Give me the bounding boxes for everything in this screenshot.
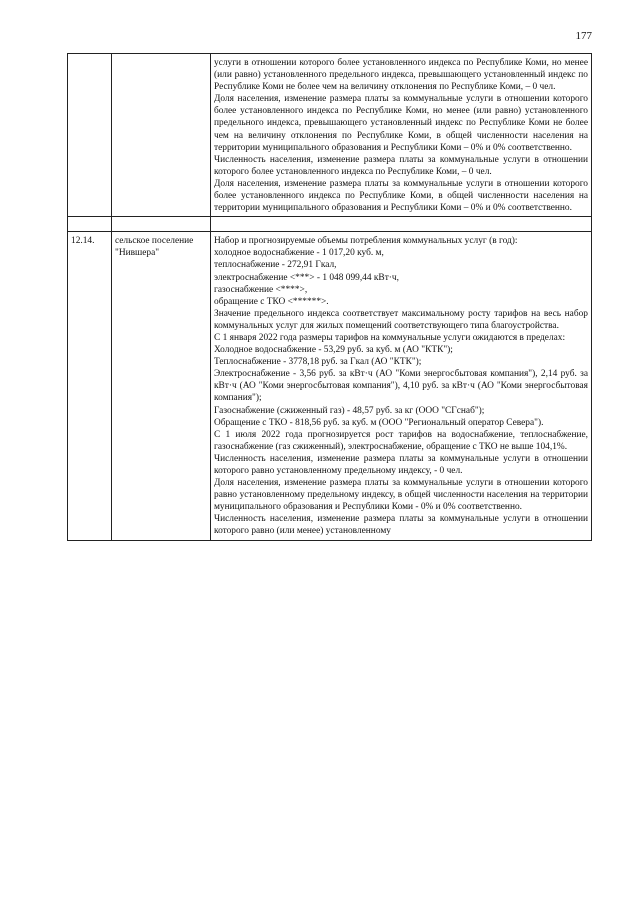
paragraph: электроснабжение <***> - 1 048 099,44 кВт·ч, [214, 272, 399, 283]
paragraph: холодное водоснабжение - 1 017,20 куб. м, [214, 248, 384, 259]
paragraph: Электроснабжение - 3,56 руб. за кВт·ч (АО "Коми энергосбытовая компания"), 2,14 руб. за кВт·ч (АО "Коми энергосбытовая компания"), 4,10 руб. за кВт·ч (АО "Коми энергосбытовая компания"); [214, 369, 588, 404]
paragraph: Доля населения, изменение размера платы за коммунальные услуги в отношении которого более установленного индекса по Республике Коми, в общей численности населения на территории муниципального образования и Республики Коми – 0% и 0% соответственно. [214, 178, 588, 214]
description-cell [211, 54, 592, 217]
paragraph: С 1 января 2022 года размеры тарифов на коммунальные услуги ожидаются в пределах: [214, 332, 566, 343]
paragraph: Теплоснабжение - 3778,18 руб. за Гкал (АО "КТК"); [214, 357, 422, 368]
paragraph: Значение предельного индекса соответствует максимальному росту тарифов на весь набор коммунальных услуг для жилых помещений соответствующего типа благоустройства. [214, 308, 588, 331]
paragraph: Численность населения, изменение размера платы за коммунальные услуги в отношении которого равно установленному предельному индексу, - 0 чел. [214, 453, 588, 476]
paragraph: С 1 июля 2022 года прогнозируется рост тарифов на водоснабжение, теплоснабжение, газоснабжение (газ сжиженный), электроснабжение, обращение с ТКО не выше 104,1%. [214, 429, 588, 452]
table-spacer-row [68, 217, 592, 232]
paragraph: газоснабжение <****>, [214, 284, 308, 295]
description-cell [211, 232, 592, 540]
table-row-continuation [68, 54, 592, 217]
paragraph: Численность населения, изменение размера платы за коммунальные услуги в отношении которого более установленного индекса по Республике Коми, – 0 чел. [214, 154, 588, 177]
paragraph: Газоснабжение (сжиженный газ) - 48,57 руб. за кг (ООО "СГснаб"); [214, 405, 485, 416]
paragraph: Численность населения, изменение размера платы за коммунальные услуги в отношении которого равно (или менее) установленному [214, 514, 588, 537]
row-number-cell: 12.14. [68, 232, 112, 540]
paragraph: Холодное водоснабжение - 53,29 руб. за куб. м (АО "КТК"); [214, 345, 453, 356]
paragraph: Набор и прогнозируемые объемы потребления коммунальных услуг (в год): [214, 236, 518, 247]
paragraph: Обращение с ТКО - 818,56 руб. за куб. м (ООО "Региональный оператор Севера"). [214, 417, 544, 428]
municipality-name-cell: сельское поселение "Нившера" [112, 232, 211, 540]
paragraph: Доля населения, изменение размера платы за коммунальные услуги в отношении которого более установленного индекса по Республике Коми, но менее (или равно) установленного предельного индекса, превышающего установленный индекс по Республике Коми не более чем на величину отклонения по Республике Коми, в общей численности населения на территории муниципального образования и Республики Коми – 0% и 0% соответственно. [214, 94, 588, 153]
municipality-name-cell [112, 54, 211, 217]
paragraph: обращение с ТКО <******>. [214, 296, 329, 307]
paragraph: услуги в отношении которого более установленного индекса по Республике Коми, но менее (или равно) установленного предельного индекса, превышающего установленный индекс по Республике Коми не более чем на величину отклонения по Республике Коми, – 0 чел. [214, 58, 588, 93]
page-number: 177 [575, 30, 592, 42]
paragraph: Доля населения, изменение размера платы за коммунальные услуги в отношении которого равно установленному предельному индексу, в общей численности населения на территории муниципального образования и Республики Коми - 0% и 0% соответственно. [214, 478, 588, 513]
paragraph: теплоснабжение - 272,91 Гкал, [214, 260, 337, 271]
table-row-nivshera [68, 232, 592, 540]
municipal-tariff-table [67, 53, 592, 541]
row-number-cell [68, 54, 112, 217]
